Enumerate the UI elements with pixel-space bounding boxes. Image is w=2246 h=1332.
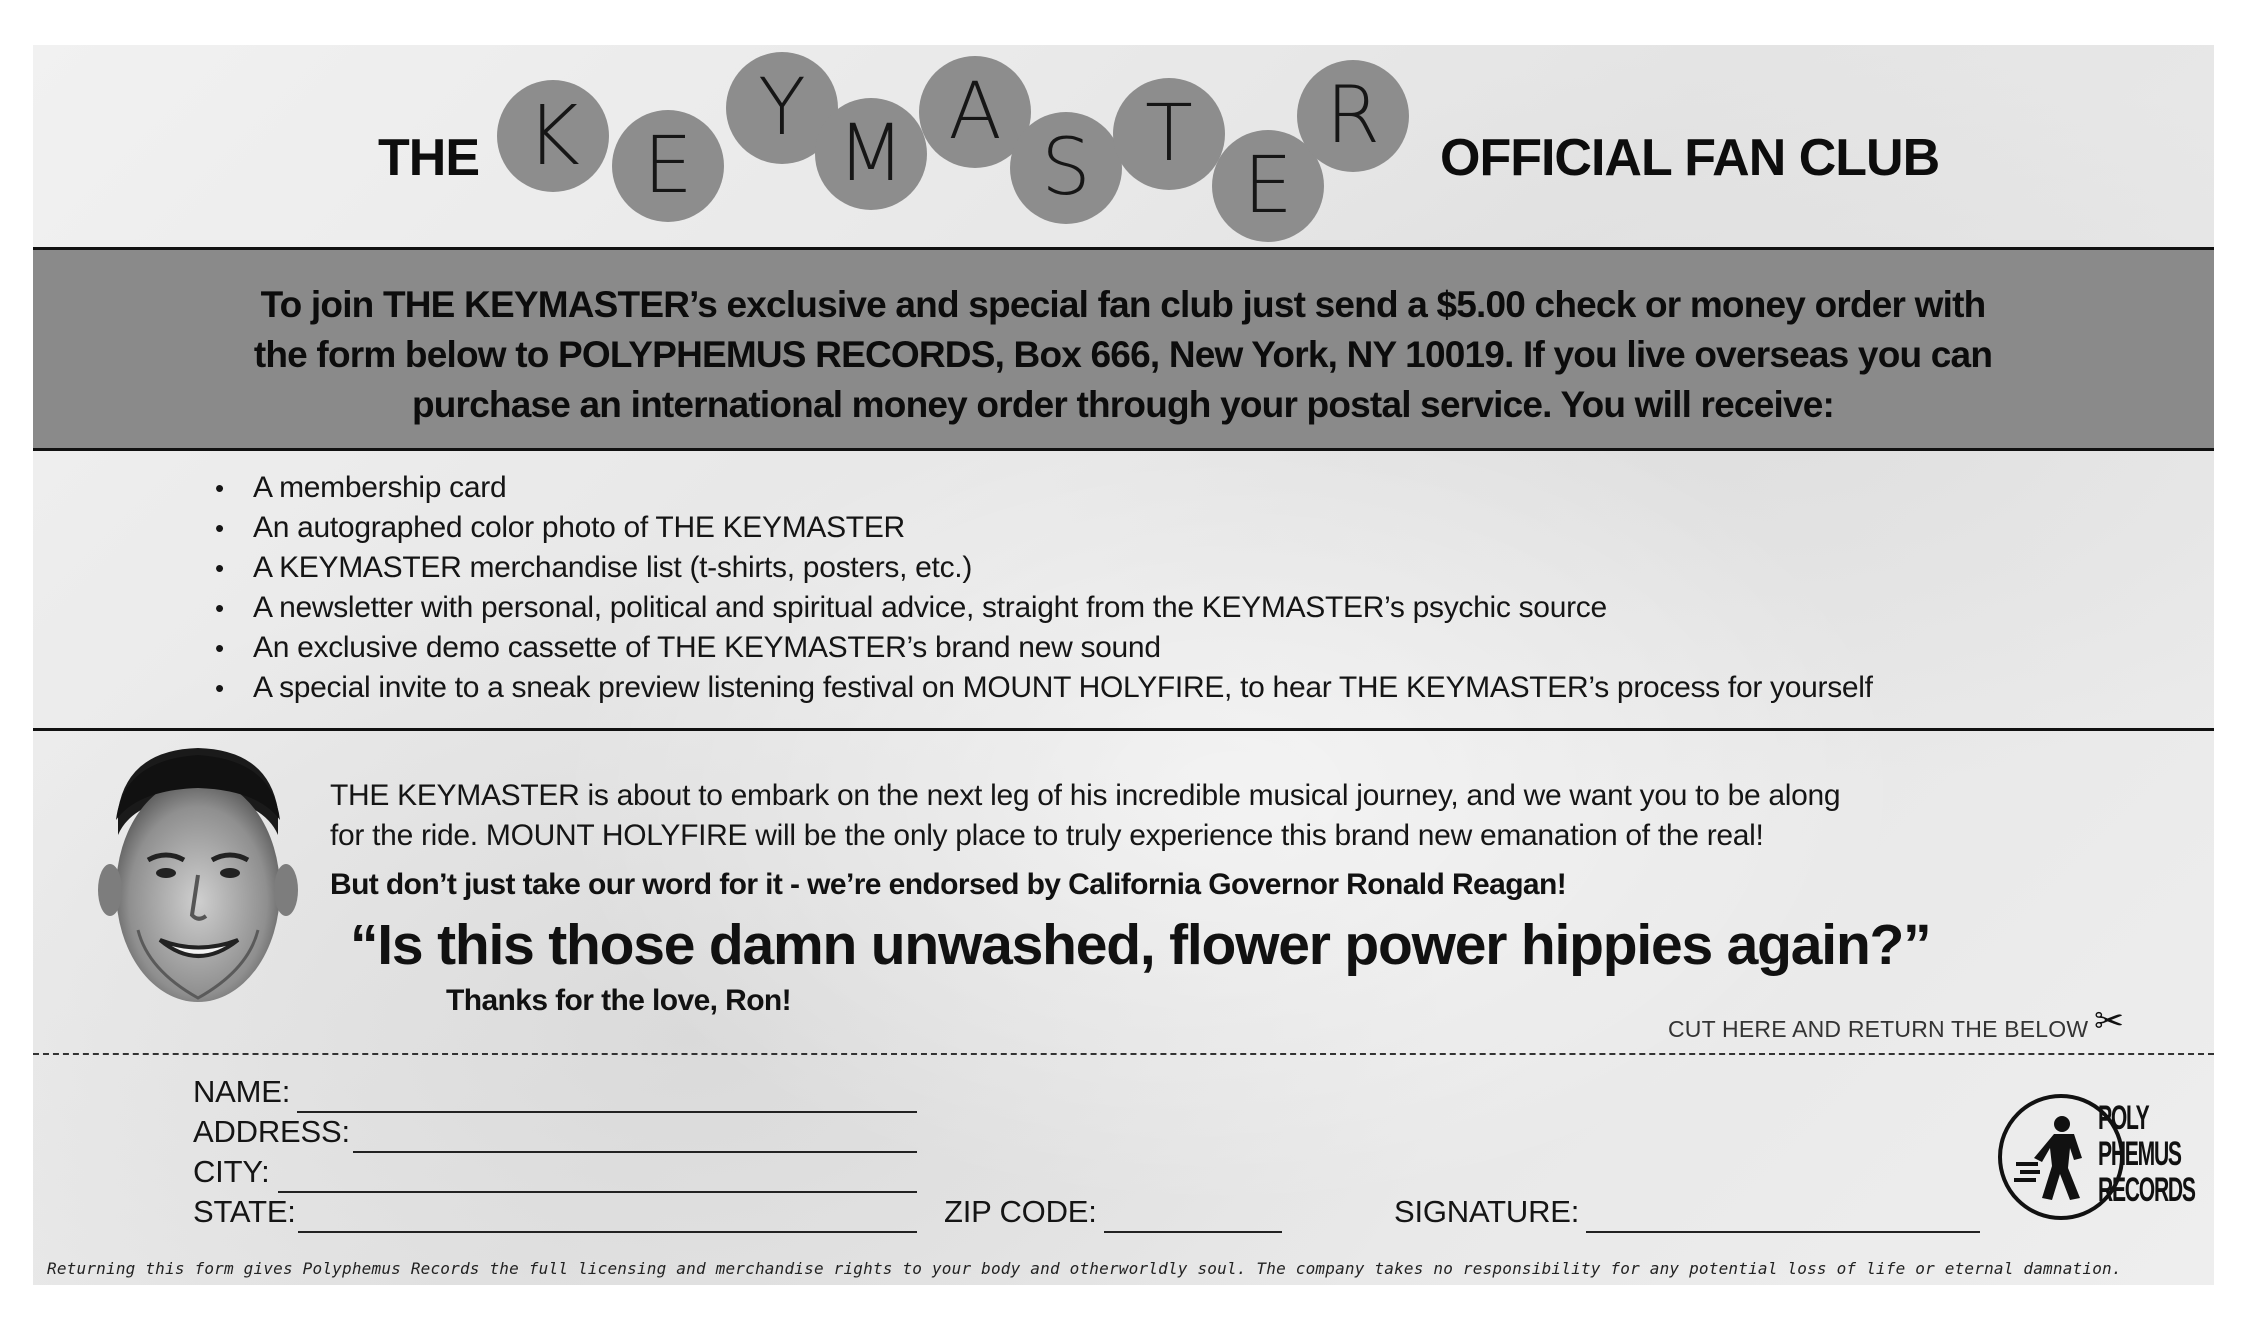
header-official-fan-club: OFFICIAL FAN CLUB: [1440, 129, 1940, 187]
address-label: ADDRESS:: [193, 1114, 350, 1149]
instructions-text: [143, 280, 2103, 430]
logo-wordmark-line: RECORDS: [2098, 1171, 2195, 1209]
bullet-icon: •: [215, 633, 224, 663]
bullet-icon: •: [215, 593, 224, 623]
zip-code-label: ZIP CODE:: [944, 1194, 1097, 1229]
logo-wordmark: [2098, 1100, 2195, 1208]
pitch-line-2: for the ride. MOUNT HOLYFIRE will be the only place to truly experience this brand new emanation of the real!: [330, 819, 1764, 852]
name-label: NAME:: [193, 1074, 291, 1109]
instructions-line: the form below to POLYPHEMUS RECORDS, Box 666, New York, NY 10019. If you live overseas you can: [253, 334, 1993, 375]
logo-letter-m: M: [815, 98, 927, 210]
benefit-item: [215, 548, 1873, 588]
benefit-text: An autographed color photo of THE KEYMASTER: [253, 511, 905, 544]
reagan-portrait-image: [88, 740, 298, 1015]
state-field[interactable]: [298, 1231, 917, 1233]
address-field[interactable]: [353, 1151, 917, 1153]
benefit-text: An exclusive demo cassette of THE KEYMASTER’s brand new sound: [253, 631, 1161, 664]
reagan-quote: “Is this those damn unwashed, flower power hippies again?”: [350, 913, 1931, 977]
logo-letter-s: S: [1010, 112, 1122, 224]
signature-field[interactable]: [1586, 1231, 1980, 1233]
logo-letter-a: A: [919, 56, 1031, 168]
logo-letter-r: R: [1297, 60, 1409, 172]
benefit-text: A newsletter with personal, political and spiritual advice, straight from the KEYMASTER’s psychic source: [253, 591, 1607, 624]
benefit-item: [215, 628, 1873, 668]
bullet-icon: •: [215, 513, 224, 543]
logo-letter-k: K: [497, 80, 609, 192]
thanks-text: Thanks for the love, Ron!: [446, 984, 792, 1017]
logo-letter-y: Y: [726, 52, 838, 164]
logo-wordmark-line: PHEMUS: [2098, 1135, 2181, 1173]
logo-letter-e: E: [612, 110, 724, 222]
benefit-item: [215, 588, 1873, 628]
polyphemus-records-logo: [1998, 1090, 2198, 1230]
cut-here-label: CUT HERE AND RETURN THE BELOW: [1668, 1016, 2089, 1042]
benefit-text: A special invite to a sneak preview listening festival on MOUNT HOLYFIRE, to hear THE KEYMASTER’s process for yourself: [253, 671, 1873, 704]
signature-label: SIGNATURE:: [1394, 1194, 1580, 1229]
benefit-item: [215, 668, 1873, 708]
name-field[interactable]: [297, 1111, 917, 1113]
benefit-item: [215, 468, 1873, 508]
pitch-line-1: THE KEYMASTER is about to embark on the next leg of his incredible musical journey, and we want you to be along: [330, 779, 1841, 812]
walking-figure-icon: [2012, 1108, 2112, 1208]
benefit-text: A KEYMASTER merchandise list (t-shirts, posters, etc.): [253, 551, 973, 584]
scissors-icon: ✂: [2094, 1000, 2125, 1041]
endorsement-text: But don’t just take our word for it - we’re endorsed by California Governor Ronald Reagan!: [330, 868, 1567, 901]
instructions-line: purchase an international money order through your postal service. You will receive:: [411, 384, 1835, 425]
bullet-icon: •: [215, 673, 224, 703]
bullet-icon: •: [215, 553, 224, 583]
benefits-list: [215, 468, 1873, 708]
header-the: THE: [378, 129, 479, 187]
instructions-line: To join THE KEYMASTER’s exclusive and special fan club just send a $5.00 check or money order with: [260, 284, 1986, 325]
cut-line: [33, 1053, 2214, 1055]
logo-letter-e2: E: [1212, 130, 1324, 242]
city-label: CITY:: [193, 1154, 270, 1189]
legal-disclaimer: Returning this form gives Polyphemus Records the full licensing and merchandise rights to your body and otherworldly soul. The company takes no responsibility for any potential loss of life or eternal damnation.: [47, 1259, 2122, 1278]
city-field[interactable]: [278, 1191, 917, 1193]
state-label: STATE:: [193, 1194, 296, 1229]
logo-wordmark-line: POLY: [2098, 1099, 2149, 1137]
zip-code-field[interactable]: [1104, 1231, 1282, 1233]
logo-letter-t: T: [1113, 78, 1225, 190]
instructions-band: [33, 247, 2214, 451]
benefit-text: A membership card: [253, 471, 507, 504]
section-divider: [33, 728, 2214, 731]
bullet-icon: •: [215, 473, 224, 503]
benefit-item: [215, 508, 1873, 548]
